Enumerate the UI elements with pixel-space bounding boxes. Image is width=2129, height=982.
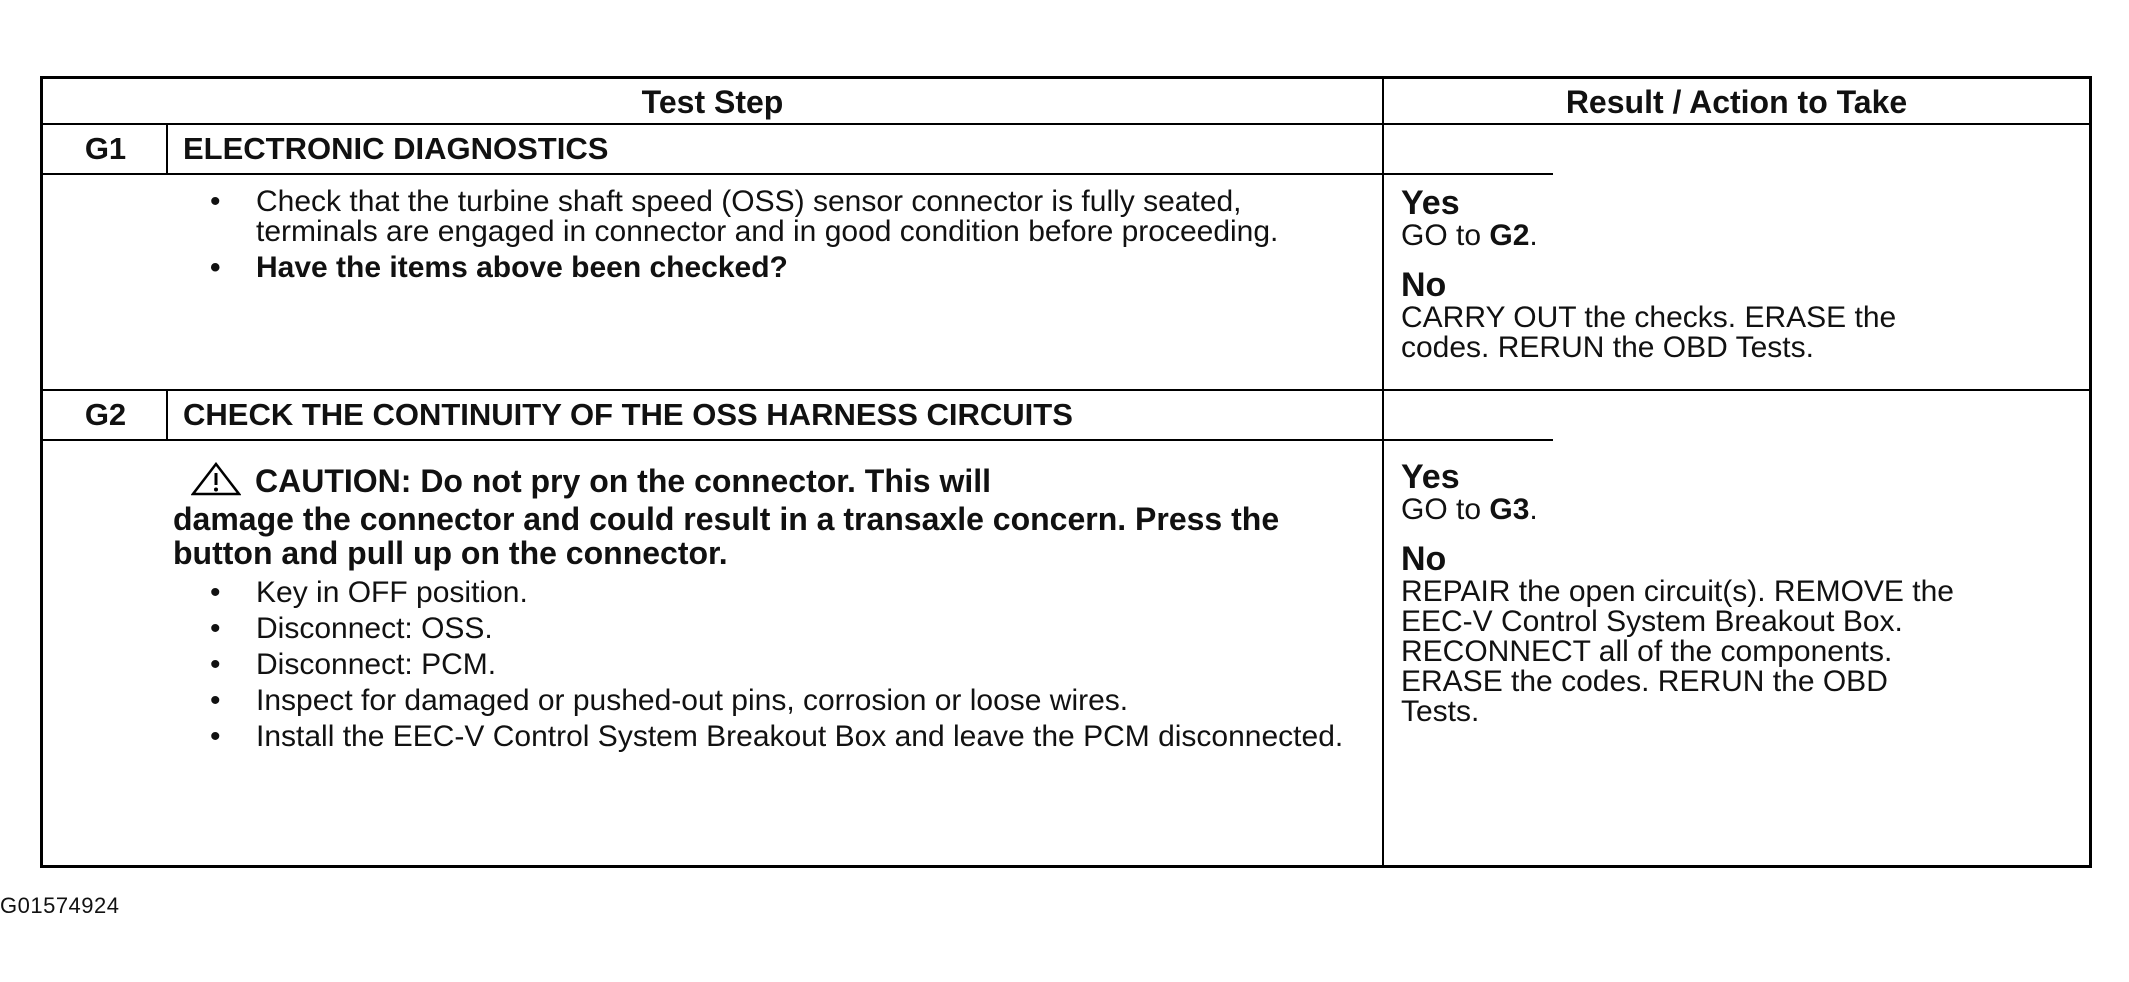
g1-item: • Check that the turbine shaft speed (OSS) sensor connector is fully seated, terminals are engaged in connector and in good condition before proceeding. <box>198 187 1348 247</box>
g2-no-action-line: RECONNECT all of the components. <box>1401 635 1893 668</box>
step-id-g2: G2 <box>84 397 127 432</box>
g1-yes-target: G2 <box>1489 219 1530 252</box>
step-title-g2: CHECK THE CONTINUITY OF THE OSS HARNESS CIRCUITS <box>183 397 1073 432</box>
g2-yes-end: . <box>1529 493 1538 526</box>
g2-title-divider <box>43 439 1553 441</box>
g1-no-action-line: CARRY OUT the checks. ERASE the <box>1401 301 1897 334</box>
g2-instructions <box>173 462 1368 758</box>
g2-item: • Install the EEC-V Control System Breakout Box and leave the PCM disconnected. <box>198 722 1368 752</box>
g2-yes-target: G3 <box>1489 493 1530 526</box>
g2-item: • Disconnect: PCM. <box>198 650 1368 680</box>
g1-title-divider <box>43 173 1553 175</box>
g2-caution <box>173 462 1368 570</box>
g2-no-label: No <box>1401 540 1447 578</box>
g2-yes-label: Yes <box>1401 458 1460 496</box>
g2-no-action-line: REPAIR the open circuit(s). REMOVE the <box>1401 575 1954 608</box>
g1-no-action-line: codes. RERUN the OBD Tests. <box>1401 331 1814 364</box>
g2-item: • Inspect for damaged or pushed-out pins, corrosion or loose wires. <box>198 686 1368 716</box>
g2-no-action-line: Tests. <box>1401 695 1480 728</box>
g1-yes-action <box>1401 221 2081 251</box>
g1-result <box>1401 185 2081 363</box>
figure-id: G01574924 <box>0 893 120 918</box>
column-divider <box>1382 79 1384 868</box>
header-result-action: Result / Action to Take <box>1565 84 1908 120</box>
g1-yes-end: . <box>1529 219 1538 252</box>
step-title-g1: ELECTRONIC DIAGNOSTICS <box>183 131 609 166</box>
g1-yes-label: Yes <box>1401 184 1460 222</box>
g2-caution-first-line: CAUTION: Do not pry on the connector. This will <box>255 463 991 499</box>
g2-item: • Key in OFF position. <box>198 578 1368 608</box>
row-divider <box>43 389 2089 391</box>
g2-no-action-line: ERASE the codes. RERUN the OBD <box>1401 665 1888 698</box>
header-test-step: Test Step <box>641 84 784 120</box>
step-id-g1: G1 <box>84 131 127 166</box>
g2-item: • Disconnect: OSS. <box>198 614 1368 644</box>
g1-yes-go: GO to <box>1401 219 1482 252</box>
test-step-table <box>40 76 2092 868</box>
g2-no-action-line: EEC-V Control System Breakout Box. <box>1401 605 1903 638</box>
g1-no-label: No <box>1401 266 1447 304</box>
g1-instructions <box>198 187 1348 289</box>
g2-caution-text: damage the connector and could result in a transaxle concern. Press the button and pull up on the connector. <box>173 501 1280 571</box>
g2-result <box>1401 459 2086 727</box>
g2-yes-action <box>1401 495 2086 525</box>
g2-yes-go: GO to <box>1401 493 1482 526</box>
caution-triangle-icon <box>191 462 241 502</box>
g1-question: • Have the items above been checked? <box>198 253 1348 283</box>
